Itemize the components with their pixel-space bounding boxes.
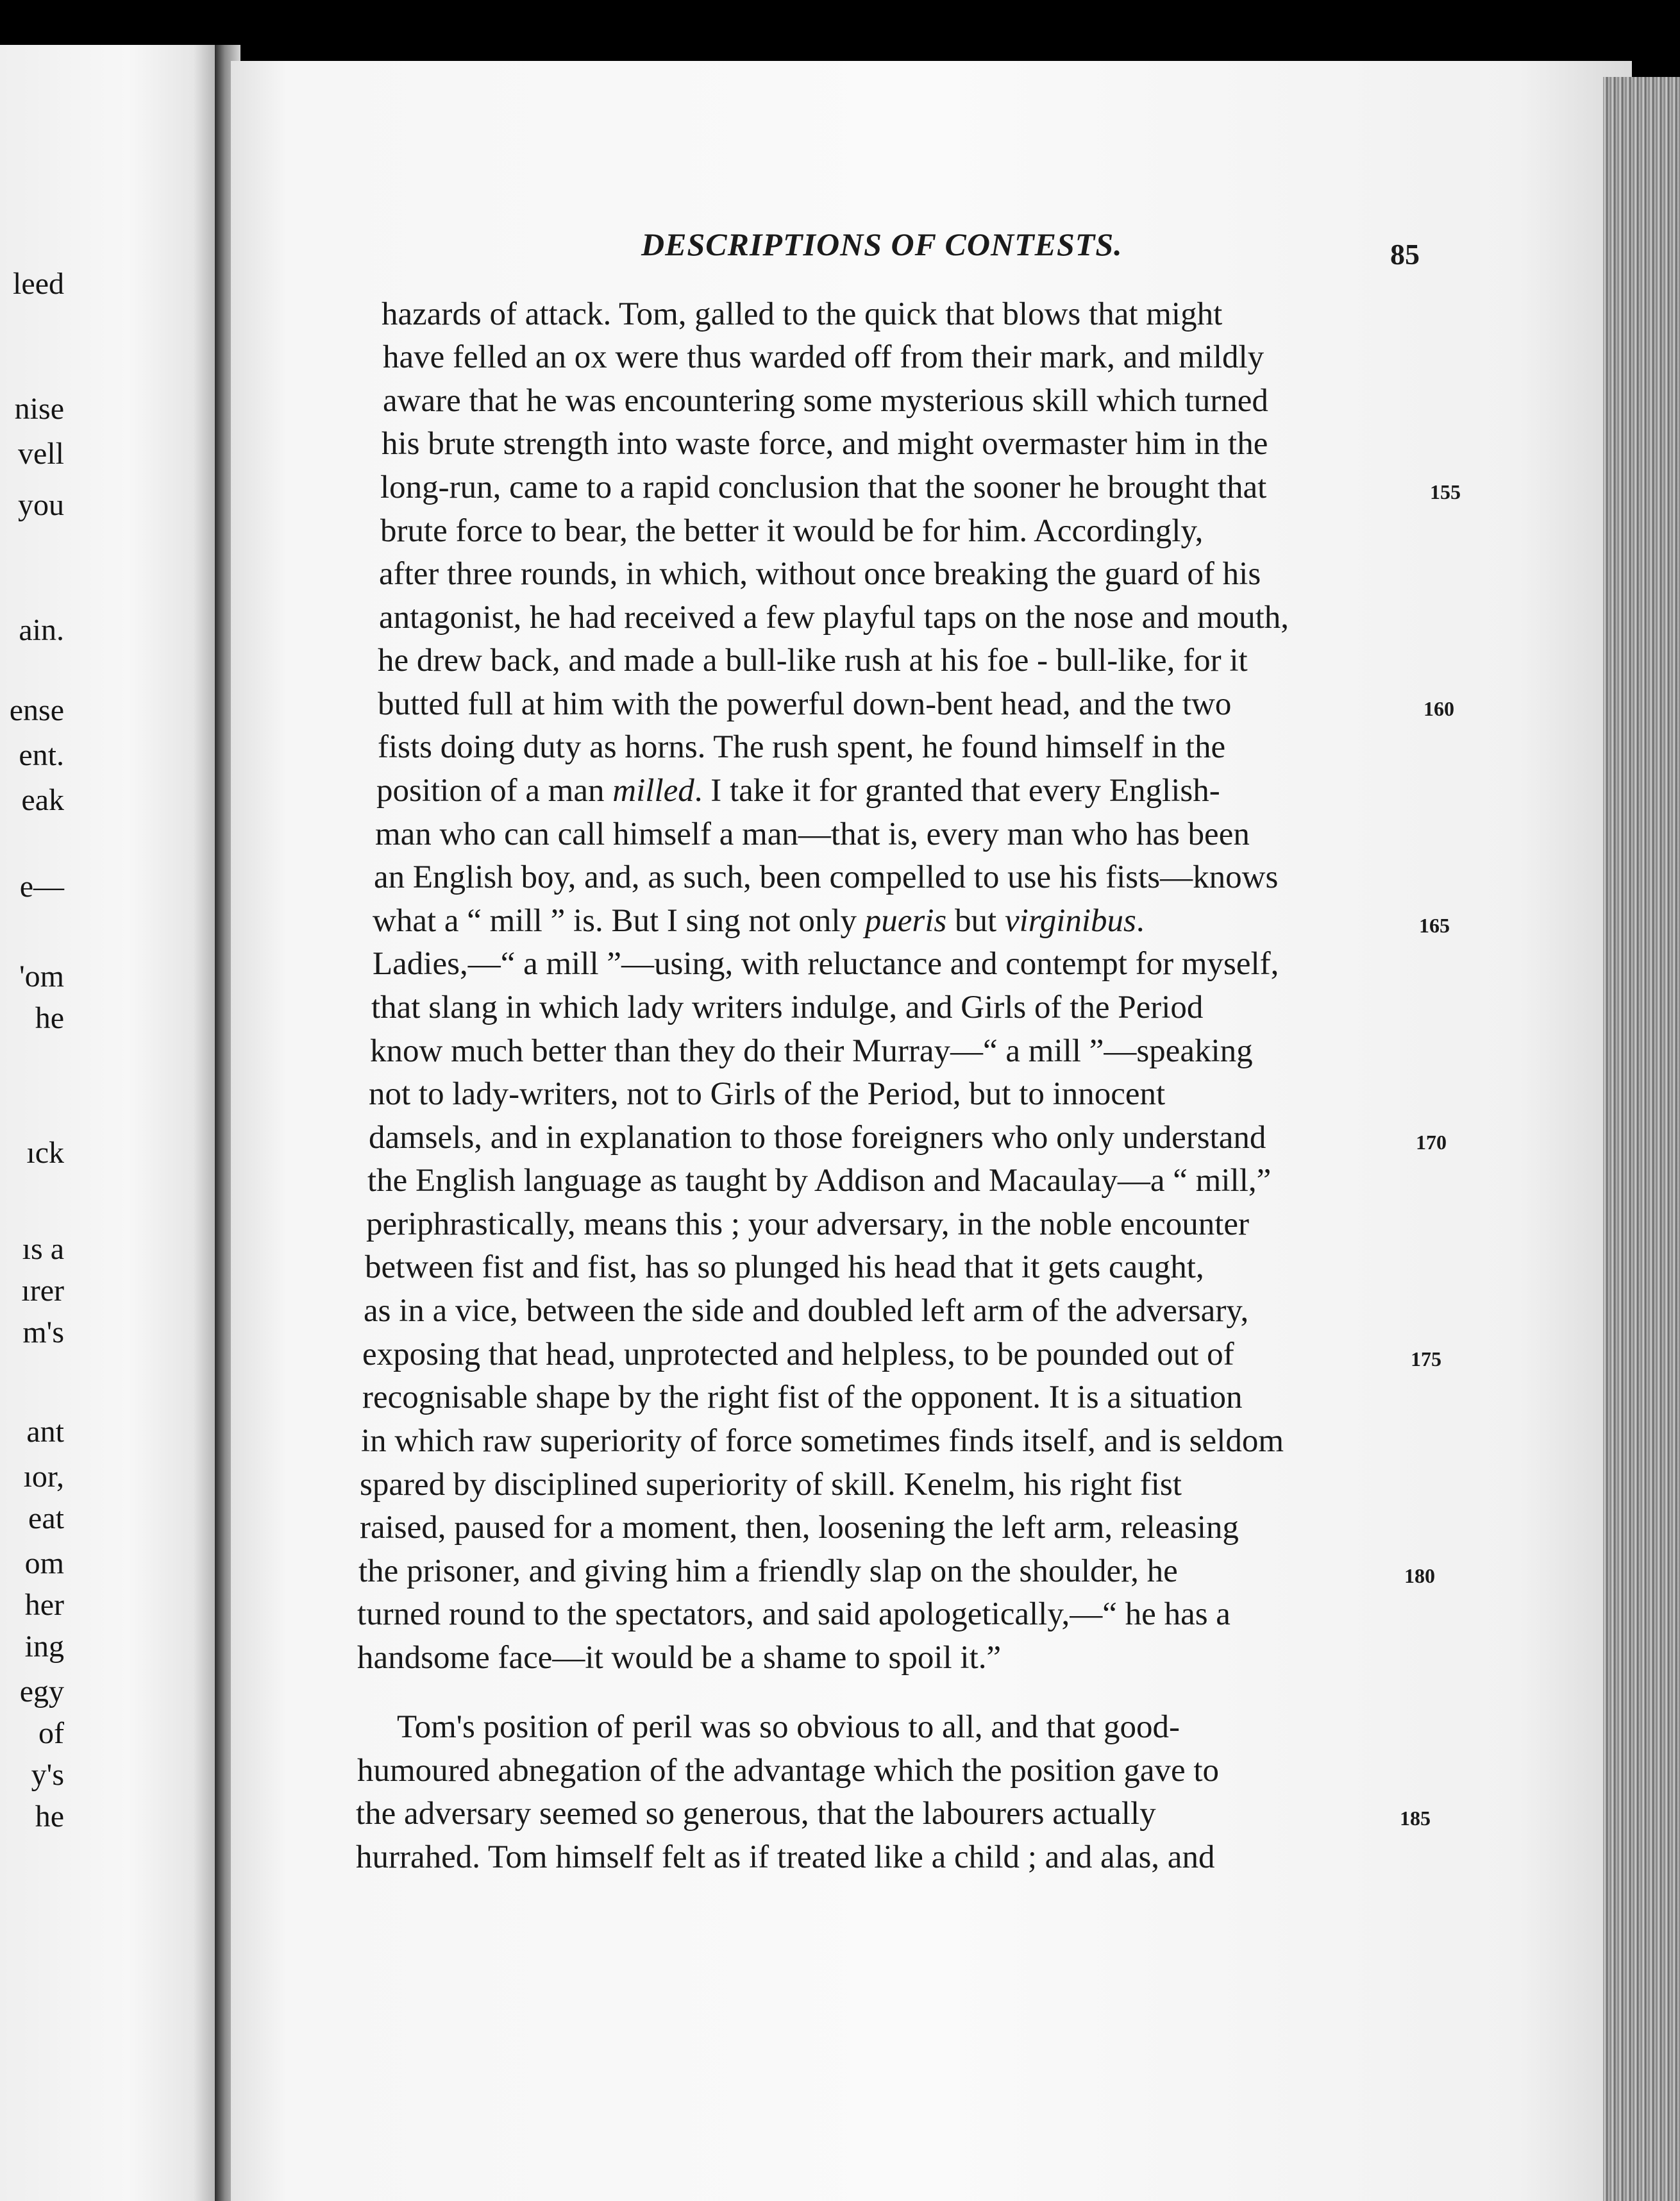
text-line: hazards of attack. Tom, galled to the quick that blows that might (382, 296, 1223, 332)
text-line: the English language as taught by Addison and Macaulay—a “ mill,” (367, 1163, 1272, 1199)
text-line: his brute strength into waste force, and might overmaster him in the (382, 426, 1268, 462)
text-line: spared by disciplined superiority of skill. Kenelm, his right fist (360, 1467, 1182, 1503)
facing-page-fragment: nise (14, 392, 64, 426)
page-number: 85 (1390, 238, 1420, 271)
facing-page-fragment: leed (13, 267, 64, 301)
text-line: what a “ mill ” is. But I sing not only pueris but virginibus. (373, 903, 1145, 939)
facing-page-fragment: he (35, 1800, 64, 1834)
text-line: position of a man milled. I take it for granted that every English- (376, 773, 1220, 809)
facing-page-fragment: eat (28, 1501, 64, 1535)
facing-page-fragment: ıor, (23, 1460, 64, 1494)
text-line: butted full at him with the powerful down-bent head, and the two (378, 686, 1232, 722)
text-line: know much better than they do their Murray—“ a mill ”—speaking (370, 1033, 1253, 1069)
text-line: he drew back, and made a bull-like rush at his foe - bull-like, for it (378, 643, 1248, 679)
text-line: recognisable shape by the right fist of the opponent. It is a situation (362, 1379, 1243, 1415)
line-number: 160 (1424, 697, 1454, 720)
text-line: that slang in which lady writers indulge, and Girls of the Period (371, 990, 1204, 1025)
text-line: Ladies,—“ a mill ”—using, with reluctance and contempt for myself, (373, 946, 1279, 982)
text-line: man who can call himself a man—that is, every man who has been (375, 816, 1250, 852)
line-number: 170 (1416, 1131, 1447, 1154)
text-line: antagonist, he had received a few playful taps on the nose and mouth, (379, 600, 1289, 636)
line-number: 180 (1404, 1564, 1435, 1587)
text-line: between fist and fist, has so plunged his head that it gets caught, (365, 1249, 1204, 1285)
text-line: not to lady-writers, not to Girls of the Period, but to innocent (369, 1076, 1166, 1112)
line-number: 155 (1430, 480, 1461, 503)
line-number: 165 (1419, 914, 1450, 937)
running-head: DESCRIPTIONS OF CONTESTS. (641, 226, 1123, 262)
facing-page-fragment: of (38, 1716, 64, 1750)
facing-page-fragment: eak (21, 783, 64, 817)
facing-page-fragment: ain. (19, 613, 64, 647)
facing-page-fragment: ense (9, 693, 64, 727)
facing-page-fragment: 'om (19, 959, 64, 993)
text-line: turned round to the spectators, and said apologetically,—“ he has a (357, 1596, 1231, 1632)
facing-page-fragment: he (35, 1001, 64, 1035)
facing-page-fragment: ant (26, 1415, 64, 1449)
facing-page-fragment: vell (18, 437, 64, 471)
text-line: after three rounds, in which, without once breaking the guard of his (379, 556, 1261, 592)
text-line: periphrastically, means this ; your adversary, in the noble encounter (366, 1206, 1250, 1242)
facing-page-fragment: ırer (21, 1274, 64, 1308)
text-line: Tom's position of peril was so obvious to all, and that good- (397, 1709, 1180, 1745)
text-line: the adversary seemed so generous, that the labourers actually (356, 1796, 1156, 1832)
page-edge-stack (1603, 77, 1680, 2201)
text-line: the prisoner, and giving him a friendly slap on the shoulder, he (358, 1553, 1178, 1589)
facing-page-fragment: ing (24, 1630, 64, 1664)
text-line: brute force to bear, the better it would be for him. Accordingly, (380, 513, 1204, 549)
text-line: aware that he was encountering some mysterious skill which turned (383, 383, 1268, 419)
facing-page-fragment: e— (19, 870, 64, 904)
text-line: handsome face—it would be a shame to spoil it.” (357, 1640, 1002, 1676)
text-line: damsels, and in explanation to those foreigners who only understand (369, 1120, 1266, 1156)
facing-page-fragment: ent. (19, 738, 64, 772)
facing-page-fragment: you (18, 488, 64, 522)
text-line: long-run, came to a rapid conclusion that the sooner he brought that (380, 469, 1267, 505)
facing-page-fragment: egy (19, 1674, 64, 1708)
text-line: exposing that head, unprotected and helpless, to be pounded out of (362, 1337, 1234, 1372)
line-number: 185 (1400, 1807, 1431, 1830)
facing-page-fragment: ıs a (22, 1232, 64, 1266)
facing-page-fragment: her (24, 1588, 64, 1622)
text-line: an English boy, and, as such, been compelled to use his fists—knows (374, 859, 1279, 895)
line-number: 175 (1411, 1347, 1441, 1370)
text-line: hurrahed. Tom himself felt as if treated like a child ; and alas, and (356, 1839, 1215, 1875)
text-line: as in a vice, between the side and doubled left arm of the adversary, (364, 1293, 1249, 1329)
facing-page-fragment: om (24, 1546, 64, 1580)
text-line: raised, paused for a moment, then, loosening the left arm, releasing (360, 1510, 1239, 1546)
facing-page-fragment: m's (22, 1315, 64, 1349)
text-line: have felled an ox were thus warded off from their mark, and mildly (383, 339, 1264, 375)
facing-page (0, 45, 215, 2201)
text-line: humoured abnegation of the advantage which the position gave to (357, 1753, 1220, 1789)
facing-page-fragment: y's (31, 1758, 64, 1792)
facing-page-fragment: ıck (26, 1136, 64, 1170)
text-line: in which raw superiority of force sometimes finds itself, and is seldom (361, 1423, 1284, 1459)
text-line: fists doing duty as horns. The rush spent, he found himself in the (378, 729, 1226, 765)
